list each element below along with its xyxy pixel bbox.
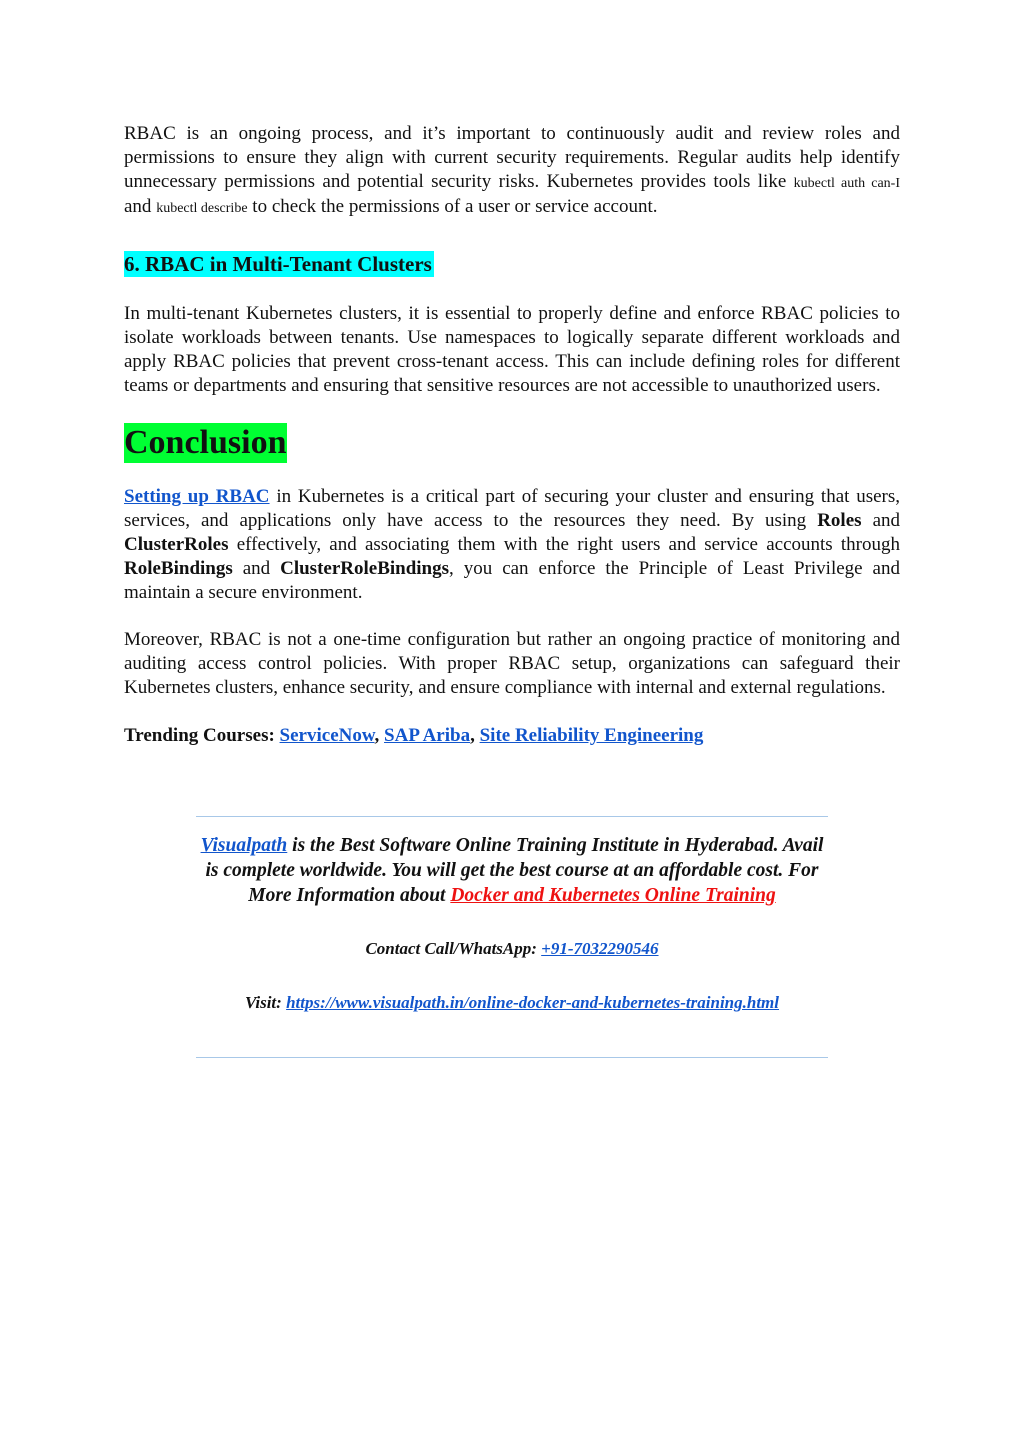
- sap-ariba-link[interactable]: SAP Ariba: [384, 724, 471, 746]
- conclusion-paragraph-2: Moreover, RBAC is not a one-time configuration but rather an ongoing practice of monitoring and auditing access control policies. With proper RBAC setup, organizations can safeguard their Kubernetes clusters, enhance security, and ensure compliance with internal and external regulations.: [124, 629, 900, 698]
- conclusion-text: and: [232, 557, 281, 579]
- term-rolebindings: RoleBindings: [124, 557, 233, 579]
- servicenow-link[interactable]: ServiceNow: [279, 724, 375, 746]
- intro-text-and: and: [124, 196, 157, 218]
- contact-label: Contact Call/WhatsApp:: [365, 939, 542, 958]
- trending-separator: ,: [374, 724, 385, 746]
- conclusion-text: and: [861, 510, 900, 532]
- intro-paragraph: [124, 122, 900, 221]
- command-kubectl-auth: kubectl auth can-I: [793, 175, 901, 191]
- setting-up-rbac-link[interactable]: Setting up RBAC: [124, 486, 270, 508]
- command-kubectl-describe: kubectl describe: [156, 201, 248, 217]
- visualpath-link[interactable]: Visualpath: [200, 835, 288, 856]
- conclusion-text: in Kubernetes is a critical part of securing your cluster and ensuring that users, services, and applications only have access to the resources they need. By using: [124, 486, 900, 532]
- promo-description: is the Best Software Online Training Institute in Hyderabad. Avail is complete worldwide. You will get the best course at an affordable cost. For More Information about: [205, 835, 824, 906]
- term-clusterrolebindings: ClusterRoleBindings: [280, 557, 450, 579]
- intro-text: RBAC is an ongoing process, and it’s important to continuously audit and review roles and permissions to ensure they align with current security requirements. Regular audits help identify unnecessary permissions and potential security risks. Kubernetes provides tools like: [124, 123, 900, 192]
- trending-courses: [124, 724, 900, 748]
- sre-link[interactable]: Site Reliability Engineering: [479, 724, 704, 746]
- section-heading-multi-tenant: 6. RBAC in Multi-Tenant Clusters: [124, 252, 432, 277]
- website-link[interactable]: https://www.visualpath.in/online-docker-and-kubernetes-training.html: [286, 993, 780, 1012]
- intro-text-end: to check the permissions of a user or service account.: [247, 196, 658, 218]
- conclusion-text: effectively, and associating them with the right users and service accounts through: [228, 533, 900, 555]
- term-clusterroles: ClusterRoles: [124, 533, 229, 555]
- conclusion-text: , you can enforce the Principle of Least Privilege and maintain a secure environment.: [124, 557, 900, 603]
- visit-label: Visit:: [244, 993, 287, 1012]
- term-roles: Roles: [817, 510, 862, 532]
- document-content: [124, 122, 900, 748]
- conclusion-heading: Conclusion: [124, 424, 287, 462]
- docker-kubernetes-link[interactable]: Docker and Kubernetes Online Training: [450, 885, 776, 906]
- trending-separator: ,: [470, 724, 480, 746]
- phone-link[interactable]: +91-7032290546: [541, 939, 659, 958]
- promo-box: [196, 816, 828, 1058]
- promo-text: [196, 833, 828, 908]
- multi-tenant-paragraph: In multi-tenant Kubernetes clusters, it is essential to properly define and enforce RBAC policies to isolate workloads between tenants. Use namespaces to logically separate different workloads and apply RBAC policies that prevent cross-tenant access. This can include defining roles for different teams or departments and ensuring that sensitive resources are not accessible to unauthorized users.: [124, 303, 900, 396]
- visit-line: [196, 992, 828, 1014]
- contact-line: [196, 938, 828, 960]
- conclusion-paragraph-1: [124, 485, 900, 604]
- trending-label: Trending Courses:: [124, 724, 280, 746]
